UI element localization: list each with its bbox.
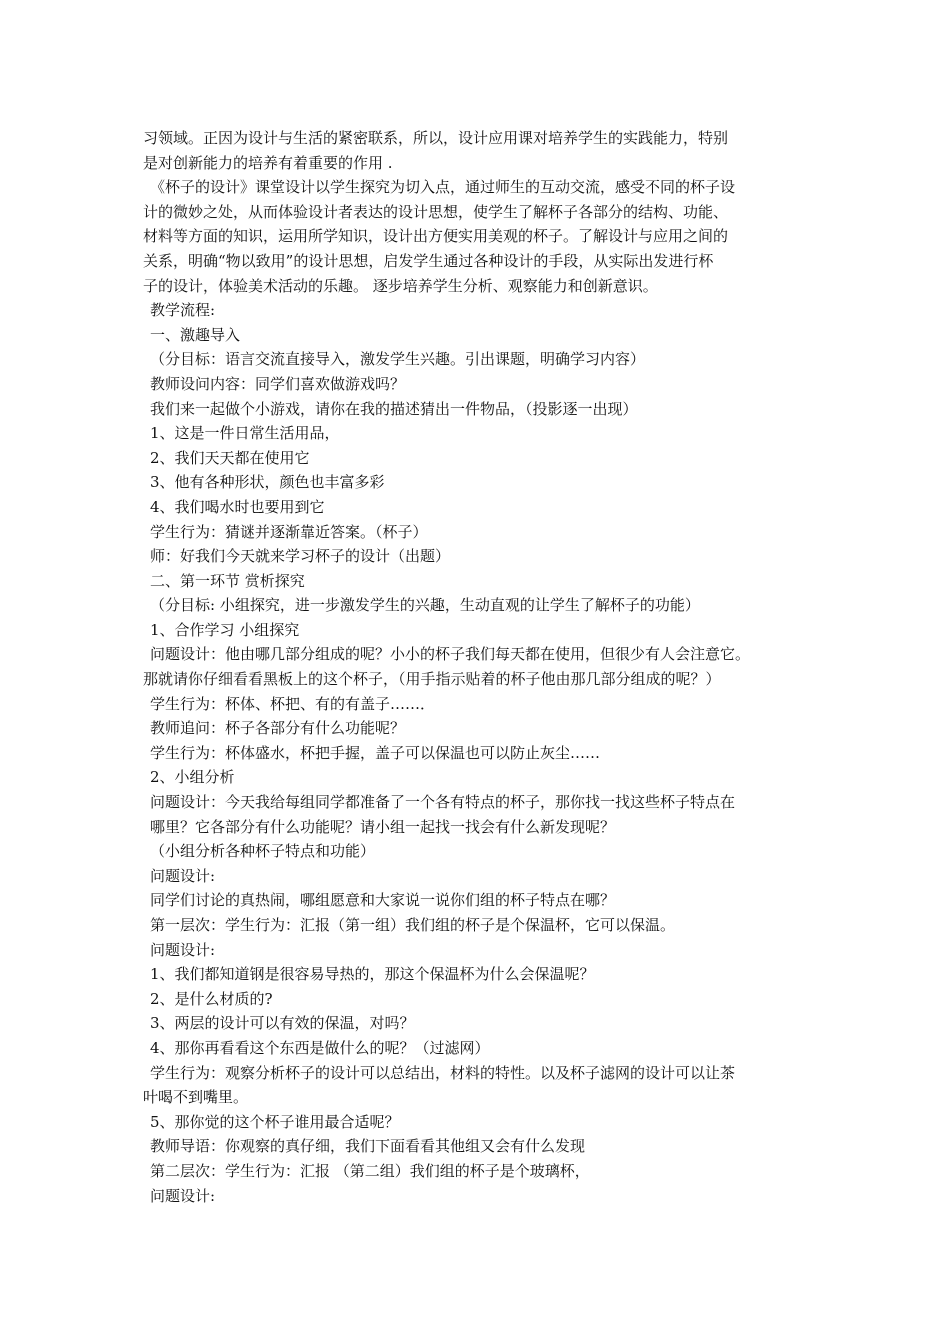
section-heading: 一、激趣导入	[150, 325, 241, 344]
list-item: 3、他有各种形状，颜色也丰富多彩	[150, 473, 385, 492]
text-line: 哪里？它各部分有什么功能呢？请小组一起找一找会有什么新发现呢？	[150, 817, 616, 836]
list-item: 4、那你再看看这个东西是做什么的呢？（过滤网）	[150, 1038, 490, 1057]
list-item: 2、小组分析	[150, 768, 235, 787]
text-line: 教师导语：你观察的真仔细，我们下面看看其他组又会有什么发现	[150, 1137, 586, 1156]
text-line: 叶喝不到嘴里。	[143, 1088, 249, 1107]
text-line: 子的设计，体验美术活动的乐趣。 逐步培养学生分析、观察能力和创新意识。	[143, 276, 658, 295]
text-line: 问题设计：他由哪几部分组成的呢？小小的杯子我们每天都在使用，但很少有人会注意它。	[150, 645, 751, 664]
text-line: 《杯子的设计》课堂设计以学生探究为切入点，通过师生的互动交流，感受不同的杯子设	[150, 178, 736, 197]
text-line: 我们来一起做个小游戏，请你在我的描述猜出一件物品，（投影逐一出现）	[150, 399, 638, 418]
text-line: 那就请你仔细看看黑板上的这个杯子，（用手指示贴着的杯子他由那几部分组成的呢？）	[143, 670, 721, 689]
text-line: （分目标：语言交流直接导入，激发学生兴趣。引出课题，明确学习内容）	[150, 350, 646, 369]
document-body	[143, 126, 823, 1208]
list-item: 1、合作学习 小组探究	[150, 620, 300, 639]
section-heading: 二、第一环节 赏析探究	[150, 571, 305, 590]
text-line: （小组分析各种杯子特点和功能）	[150, 842, 376, 861]
text-line: 学生行为：杯体、杯把、有的有盖子……．	[150, 694, 436, 713]
text-line: 学生行为：观察分析杯子的设计可以总结出，材料的特性。以及杯子滤网的设计可以让茶	[150, 1063, 736, 1082]
list-item: 1、我们都知道钢是很容易导热的，那这个保温杯为什么会保温呢？	[150, 965, 595, 984]
text-line: 第二层次：学生行为：汇报 （第二组）我们组的杯子是个玻璃杯，	[150, 1161, 590, 1180]
text-line: 是对创新能力的培养有着重要的作用 .	[143, 153, 393, 172]
list-item: 2、是什么材质的?	[150, 989, 273, 1008]
text-line: 问题设计:	[150, 1186, 216, 1205]
text-line: 教师追问：杯子各部分有什么功能呢？	[150, 719, 406, 738]
text-line: 教师设问内容：同学们喜欢做游戏吗？	[150, 374, 406, 393]
text-line: 同学们讨论的真热闹，哪组愿意和大家说一说你们组的杯子特点在哪？	[150, 891, 616, 910]
list-item: 3、两层的设计可以有效的保温，对吗？	[150, 1014, 415, 1033]
text-line: 师：好我们今天就来学习杯子的设计（出题）	[150, 547, 451, 566]
list-item: 5、那你觉的这个杯子谁用最合适呢？	[150, 1112, 400, 1131]
text-line: 问题设计：今天我给每组同学都准备了一个各有特点的杯子，那你找一找这些杯子特点在	[150, 793, 736, 812]
list-item: 4、我们喝水时也要用到它	[150, 497, 325, 516]
text-line: 问题设计:	[150, 866, 216, 885]
text-line: 关系，明确“物以致用”的设计思想，启发学生通过各种设计的手段，从实际出发进行杯	[143, 251, 714, 270]
list-item: 1、这是一件日常生活用品，	[150, 424, 340, 443]
text-line: 教学流程:	[150, 301, 216, 320]
text-line: 学生行为：猜谜并逐渐靠近答案。（杯子）	[150, 522, 428, 541]
list-item: 2、我们天天都在使用它	[150, 448, 310, 467]
text-line: 问题设计:	[150, 940, 216, 959]
text-line: 学生行为：杯体盛水，杯把手握，盖子可以保温也可以防止灰尘……	[150, 743, 601, 762]
text-line: （分目标: 小组探究，进一步激发学生的兴趣，生动直观的让学生了解杯子的功能）	[150, 596, 700, 615]
text-line: 材料等方面的知识，运用所学知识，设计出方便实用美观的杯子。了解设计与应用之间的	[143, 227, 729, 246]
text-line: 第一层次：学生行为：汇报（第一组）我们组的杯子是个保温杯，它可以保温。	[150, 916, 676, 934]
text-line: 习领域。正因为设计与生活的紧密联系，所以，设计应用课对培养学生的实践能力，特别	[143, 129, 729, 147]
text-line: 计的微妙之处，从而体验设计者表达的设计思想，使学生了解杯子各部分的结构、功能、	[143, 202, 729, 221]
